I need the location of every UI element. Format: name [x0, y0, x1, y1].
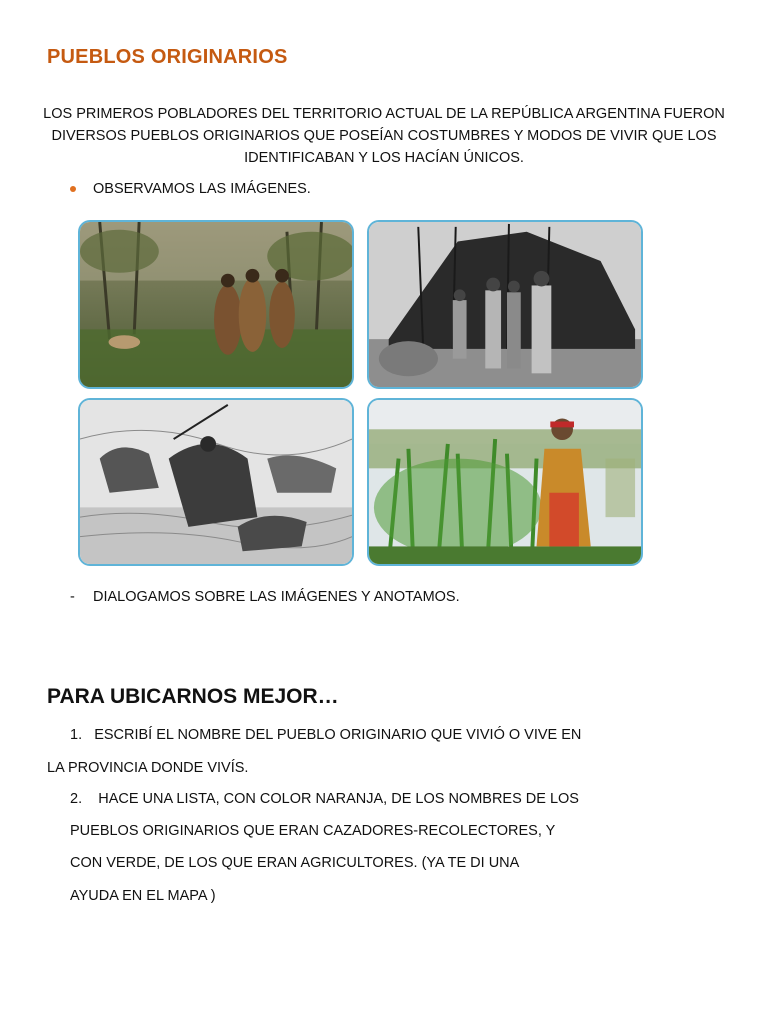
- instruction-1-text: ESCRIBÍ EL NOMBRE DEL PUEBLO ORIGINARIO QUE VIVIÓ O VIVE EN: [94, 727, 582, 743]
- instruction-2-line-3: CON VERDE, DE LOS QUE ERAN AGRICULTORES. (YA TE DI UNA: [70, 855, 520, 871]
- dash-item: [70, 589, 460, 605]
- instruction-2-number: 2.: [70, 791, 83, 807]
- dash-item-text: DIALOGAMOS SOBRE LAS IMÁGENES Y ANOTAMOS.: [93, 589, 460, 605]
- instruction-1-line-1: [70, 727, 581, 743]
- dash-marker: -: [70, 589, 75, 605]
- instruction-2-line-4: AYUDA EN EL MAPA ): [70, 888, 216, 904]
- intro-paragraph: LOS PRIMEROS POBLADORES DEL TERRITORIO ACTUAL DE LA REPÚBLICA ARGENTINA FUERON DIVERSOS PUEBLOS ORIGINARIOS QUE POSEÍAN COSTUMBRES Y MODOS DE VIVIR QUE LOS IDENTIFICABAN Y LOS HACÍAN ÚNICOS.: [43, 106, 725, 166]
- photo-corn-field: [367, 398, 643, 566]
- bullet-item: [70, 181, 311, 197]
- instruction-1-line-2: LA PROVINCIA DONDE VIVÍS.: [47, 760, 249, 776]
- instruction-1-number: 1.: [70, 727, 83, 743]
- instruction-2-line-2: PUEBLOS ORIGINARIOS QUE ERAN CAZADORES-RECOLECTORES, Y: [70, 823, 556, 839]
- photo-horseback-hunt: [78, 398, 354, 566]
- photo-hunters-forest: [78, 220, 354, 389]
- bullet-text: OBSERVAMOS LAS IMÁGENES.: [93, 181, 311, 197]
- instruction-2-line-1: [70, 791, 579, 807]
- section-title: PARA UBICARNOS MEJOR…: [47, 685, 339, 708]
- bullet-dot-icon: [70, 186, 76, 192]
- photo-tent-people: [367, 220, 643, 389]
- instruction-2-text: HACE UNA LISTA, CON COLOR NARANJA, DE LOS NOMBRES DE LOS: [98, 791, 579, 807]
- page-title: PUEBLOS ORIGINARIOS: [47, 46, 288, 68]
